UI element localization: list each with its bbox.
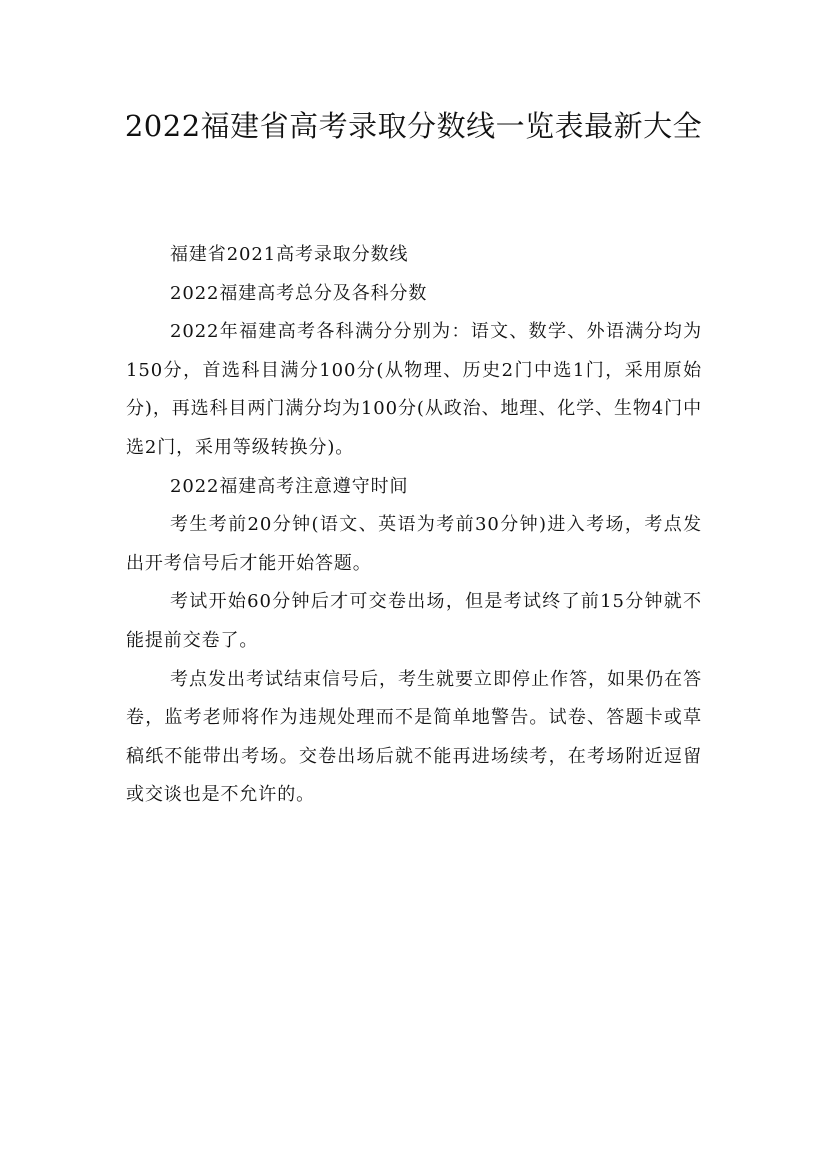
paragraph-full-marks: 2022年福建高考各科满分分别为：语文、数学、外语满分均为150分，首选科目满分100分(从物理、历史2门中选1门，采用原始分)，再选科目两门满分均为100分(从政治、地理、化学、生物4门中选2门，采用等级转换分)。	[126, 321, 702, 458]
paragraph-score-line-heading: 福建省2021高考录取分数线	[170, 244, 409, 265]
paragraph-exam-end: 考点发出考试结束信号后，考生就要立即停止作答，如果仍在答卷，监考老师将作为违规处理而不是简单地警告。试卷、答题卡或草稿纸不能带出考场。交卷出场后就不能再进场续考，在考场附近逗留或交谈也是不允许的。	[126, 668, 702, 806]
document-title: 2022福建省高考录取分数线一览表最新大全	[124, 109, 703, 143]
paragraph-total-score-heading: 2022福建高考总分及各科分数	[170, 282, 428, 304]
paragraph-entry-time: 考生考前20分钟(语文、英语为考前30分钟)进入考场，考点发出开考信号后才能开始答题。	[126, 514, 702, 574]
document-body	[126, 236, 702, 815]
paragraph-submit-time: 考试开始60分钟后才可交卷出场，但是考试终了前15分钟就不能提前交卷了。	[126, 591, 702, 651]
paragraph-timing-heading: 2022福建高考注意遵守时间	[170, 475, 409, 497]
